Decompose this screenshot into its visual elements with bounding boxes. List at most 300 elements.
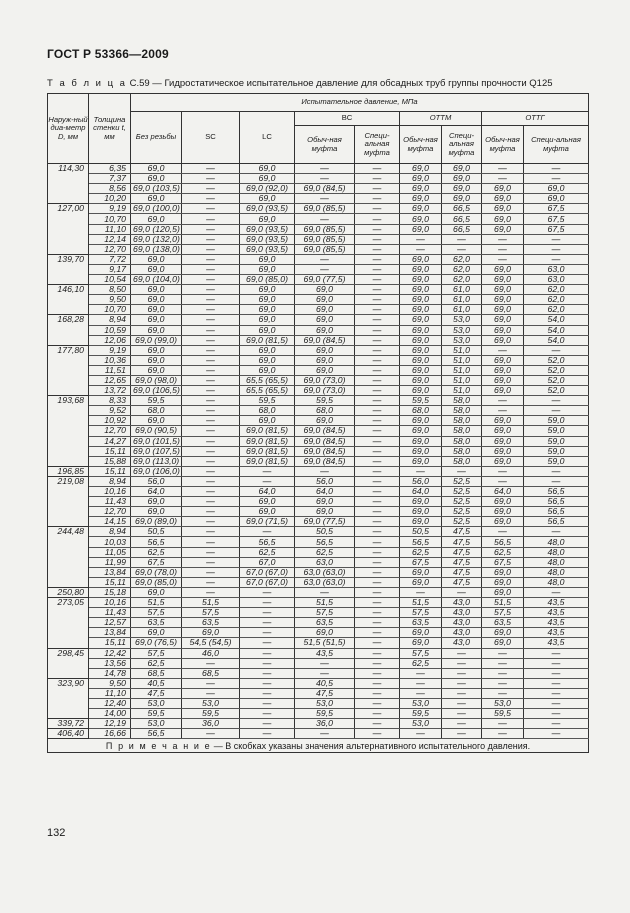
cell-value: — <box>295 264 355 274</box>
table-row <box>48 365 589 375</box>
table-row <box>48 234 589 244</box>
page-number: 132 <box>47 827 66 839</box>
cell-value: — <box>295 214 355 224</box>
cell-value: 52,5 <box>442 507 482 517</box>
cell-value: 69,0 <box>482 638 524 648</box>
cell-value: 48,0 <box>524 537 589 547</box>
table-row <box>48 456 589 466</box>
cell-wall: 10,20 <box>89 194 131 204</box>
cell-value: — <box>182 345 240 355</box>
cell-wall: 13,84 <box>89 567 131 577</box>
cell-value: 69,0 <box>131 295 182 305</box>
cell-value: 69,0 <box>400 315 442 325</box>
cell-value: 69,0 <box>482 224 524 234</box>
cell-value: — <box>442 719 482 729</box>
cell-value: 64,0 <box>240 487 295 497</box>
cell-wall: 12,57 <box>89 618 131 628</box>
cell-value: 56,5 <box>400 537 442 547</box>
cell-value: — <box>355 658 400 668</box>
cell-value: 69,0 <box>400 436 442 446</box>
table-row <box>48 618 589 628</box>
cell-value: 47,5 <box>442 567 482 577</box>
cell-wall: 7,72 <box>89 254 131 264</box>
cell-value: — <box>182 557 240 567</box>
cell-wall: 7,37 <box>89 174 131 184</box>
cell-value: 69,0 <box>295 355 355 365</box>
cell-value: — <box>482 678 524 688</box>
cell-diameter: 339,72 <box>48 719 89 729</box>
cell-value: 63,5 <box>295 618 355 628</box>
cell-value: — <box>400 244 442 254</box>
cell-value: 56,5 <box>482 537 524 547</box>
cell-value: — <box>482 648 524 658</box>
cell-value: 69,0 (92,0) <box>240 184 295 194</box>
cell-value: — <box>355 295 400 305</box>
cell-value: 69,0 <box>482 386 524 396</box>
table-row <box>48 608 589 618</box>
cell-value: 69,0 <box>482 497 524 507</box>
cell-value: — <box>442 729 482 739</box>
cell-value: 69,0 (71,5) <box>240 517 295 527</box>
cell-value: 69,0 (98,0) <box>131 375 182 385</box>
cell-value: 56,0 <box>400 476 442 486</box>
cell-wall: 11,10 <box>89 688 131 698</box>
cell-value: 57,5 <box>295 608 355 618</box>
table-row <box>48 174 589 184</box>
cell-value: 67,0 <box>240 557 295 567</box>
cell-value: — <box>442 658 482 668</box>
cell-wall: 12,06 <box>89 335 131 345</box>
table-row <box>48 325 589 335</box>
cell-value: 69,0 <box>131 214 182 224</box>
table-row <box>48 446 589 456</box>
cell-value: — <box>182 497 240 507</box>
cell-wall: 12,40 <box>89 698 131 708</box>
cell-value: 69,0 <box>240 365 295 375</box>
cell-value: 46,0 <box>182 648 240 658</box>
cell-value: — <box>240 587 295 597</box>
cell-value: 69,0 <box>400 628 442 638</box>
cell-value: — <box>355 345 400 355</box>
cell-value: 69,0 (93,5) <box>240 224 295 234</box>
cell-value: — <box>524 698 589 708</box>
cell-value: 69,0 (93,5) <box>240 234 295 244</box>
cell-value: 69,0 (85,5) <box>295 204 355 214</box>
cell-value: 43,5 <box>524 638 589 648</box>
table-row <box>48 194 589 204</box>
cell-value: — <box>355 164 400 174</box>
cell-value: 52,5 <box>442 476 482 486</box>
cell-wall: 10,03 <box>89 537 131 547</box>
col-header-bc-special: Специ-альная муфта <box>355 126 400 164</box>
cell-value: 69,0 <box>240 325 295 335</box>
cell-value: 69,0 <box>400 567 442 577</box>
cell-value: — <box>355 487 400 497</box>
cell-value: 47,5 <box>442 577 482 587</box>
cell-value: — <box>295 174 355 184</box>
cell-value: 51,0 <box>442 345 482 355</box>
cell-value: 69,0 (84,5) <box>295 456 355 466</box>
cell-wall: 10,59 <box>89 325 131 335</box>
cell-value: 63,0 <box>524 264 589 274</box>
cell-value: — <box>182 224 240 234</box>
cell-value: 69,0 <box>240 164 295 174</box>
table-row <box>48 426 589 436</box>
cell-value: 69,0 (81,5) <box>240 335 295 345</box>
cell-wall: 11,43 <box>89 608 131 618</box>
cell-value: — <box>182 567 240 577</box>
cell-value: — <box>240 628 295 638</box>
cell-value: 69,0 <box>131 355 182 365</box>
col-header-pressure: Испытательное давление, МПа <box>131 94 589 112</box>
cell-value: 51,5 <box>182 598 240 608</box>
cell-value: 51,5 (51,5) <box>295 638 355 648</box>
col-header-lc: LC <box>240 112 295 164</box>
cell-value: — <box>355 688 400 698</box>
cell-value: — <box>182 729 240 739</box>
cell-value: 69,0 (90,5) <box>131 426 182 436</box>
cell-value: 59,0 <box>524 436 589 446</box>
table-note <box>48 739 589 753</box>
cell-value: 53,0 <box>442 315 482 325</box>
table-row <box>48 406 589 416</box>
cell-value: 69,0 (73,0) <box>295 386 355 396</box>
cell-value: — <box>355 375 400 385</box>
cell-value: — <box>182 658 240 668</box>
cell-wall: 14,78 <box>89 668 131 678</box>
cell-diameter: 193,68 <box>48 396 89 467</box>
cell-value: 69,0 <box>131 628 182 638</box>
cell-value: 69,0 (138,0) <box>131 244 182 254</box>
cell-value: 62,0 <box>442 275 482 285</box>
cell-diameter: 146,10 <box>48 285 89 315</box>
cell-value: 69,0 (104,0) <box>131 275 182 285</box>
cell-wall: 15,11 <box>89 577 131 587</box>
cell-value: 69,0 (84,5) <box>295 446 355 456</box>
cell-value: — <box>182 285 240 295</box>
cell-value: 63,0 <box>295 557 355 567</box>
cell-diameter: 114,30 <box>48 164 89 204</box>
cell-wall: 9,52 <box>89 406 131 416</box>
cell-value: 59,5 <box>400 396 442 406</box>
cell-value: 47,5 <box>131 688 182 698</box>
cell-value: — <box>482 406 524 416</box>
cell-value: 53,0 <box>442 335 482 345</box>
cell-wall: 11,51 <box>89 365 131 375</box>
cell-wall: 12,42 <box>89 648 131 658</box>
table-row <box>48 567 589 577</box>
cell-value: — <box>524 668 589 678</box>
cell-value: 51,0 <box>442 386 482 396</box>
table-row <box>48 214 589 224</box>
col-header-ottm: ОТТМ <box>400 112 482 126</box>
cell-value: — <box>182 547 240 557</box>
cell-value: 63,0 <box>524 275 589 285</box>
cell-value: — <box>240 719 295 729</box>
cell-value: 69,0 <box>240 174 295 184</box>
cell-value: — <box>182 184 240 194</box>
cell-value: 56,5 <box>131 729 182 739</box>
cell-value: 53,0 <box>400 698 442 708</box>
col-header-ottm-regular: Обыч-ная муфта <box>400 126 442 164</box>
cell-value: 59,0 <box>524 456 589 466</box>
cell-value: 63,5 <box>131 618 182 628</box>
cell-value: 47,5 <box>442 537 482 547</box>
cell-value: 69,0 <box>482 184 524 194</box>
cell-wall: 10,16 <box>89 487 131 497</box>
cell-diameter: 139,70 <box>48 254 89 284</box>
cell-value: 59,5 <box>131 709 182 719</box>
cell-value: 69,0 <box>240 214 295 224</box>
cell-value: 69,0 <box>131 365 182 375</box>
cell-value: 67,5 <box>482 557 524 567</box>
cell-value: 52,5 <box>442 517 482 527</box>
cell-value: 69,0 <box>295 507 355 517</box>
cell-wall: 8,94 <box>89 476 131 486</box>
cell-value: — <box>355 224 400 234</box>
cell-value: 69,0 (81,5) <box>240 456 295 466</box>
cell-value: 51,0 <box>442 375 482 385</box>
cell-value: 69,0 <box>131 315 182 325</box>
cell-value: 64,0 <box>482 487 524 497</box>
cell-value: 50,5 <box>131 527 182 537</box>
cell-diameter: 323,90 <box>48 678 89 718</box>
cell-value: 69,0 <box>400 638 442 648</box>
table-row <box>48 709 589 719</box>
cell-value: 53,0 <box>182 698 240 708</box>
cell-value: — <box>355 446 400 456</box>
cell-value: 56,5 <box>524 497 589 507</box>
cell-value: 48,0 <box>524 547 589 557</box>
cell-value: 69,0 <box>400 184 442 194</box>
cell-wall: 13,72 <box>89 386 131 396</box>
cell-value: 47,5 <box>442 527 482 537</box>
pressure-table <box>47 93 589 753</box>
cell-value: — <box>482 254 524 264</box>
cell-value: — <box>355 244 400 254</box>
cell-value: 57,5 <box>482 608 524 618</box>
cell-value: 69,0 (85,5) <box>295 224 355 234</box>
cell-value: — <box>182 396 240 406</box>
cell-value: — <box>355 174 400 184</box>
cell-value: 50,5 <box>400 527 442 537</box>
table-row <box>48 355 589 365</box>
cell-value: 52,5 <box>442 497 482 507</box>
cell-value: — <box>240 668 295 678</box>
cell-value: 69,0 <box>295 365 355 375</box>
cell-value: 64,0 <box>295 487 355 497</box>
cell-value: 69,0 <box>295 628 355 638</box>
cell-value: 69,0 <box>400 164 442 174</box>
cell-wall: 13,84 <box>89 628 131 638</box>
cell-value: — <box>182 587 240 597</box>
cell-value: 69,0 <box>442 174 482 184</box>
cell-value: 58,0 <box>442 436 482 446</box>
document-header: ГОСТ Р 53366—2009 <box>47 47 169 61</box>
cell-value: — <box>442 234 482 244</box>
cell-diameter: 219,08 <box>48 476 89 526</box>
cell-value: — <box>524 254 589 264</box>
cell-value: — <box>355 517 400 527</box>
cell-value: 69,0 <box>131 194 182 204</box>
cell-value: — <box>182 466 240 476</box>
cell-value: — <box>442 709 482 719</box>
cell-value: — <box>355 577 400 587</box>
cell-value: — <box>240 729 295 739</box>
cell-wall: 12,70 <box>89 426 131 436</box>
cell-value: 65,5 (65,5) <box>240 375 295 385</box>
cell-value: — <box>524 345 589 355</box>
cell-value: — <box>182 688 240 698</box>
cell-value: 43,0 <box>442 618 482 628</box>
col-header-ottg-regular: Обыч-ная муфта <box>482 126 524 164</box>
col-header-plain: Без резьбы <box>131 112 182 164</box>
cell-value: 69,0 (107,5) <box>131 446 182 456</box>
cell-value: 69,0 <box>400 426 442 436</box>
cell-value: — <box>482 396 524 406</box>
cell-value: — <box>524 396 589 406</box>
caption-label: Т а б л и ц а <box>47 78 127 89</box>
cell-value: 62,0 <box>442 254 482 264</box>
cell-value: — <box>182 305 240 315</box>
table-row <box>48 729 589 739</box>
cell-value: — <box>355 628 400 638</box>
cell-value: 68,0 <box>131 406 182 416</box>
cell-wall: 14,00 <box>89 709 131 719</box>
cell-value: 69,0 <box>131 254 182 264</box>
cell-value: 56,5 <box>295 537 355 547</box>
cell-value: 69,0 <box>400 264 442 274</box>
cell-value: 69,0 (113,0) <box>131 456 182 466</box>
cell-value: 69,0 (84,5) <box>295 426 355 436</box>
cell-value: — <box>524 688 589 698</box>
cell-value: 36,0 <box>182 719 240 729</box>
cell-value: 69,0 <box>400 335 442 345</box>
cell-value: — <box>524 678 589 688</box>
cell-diameter: 168,28 <box>48 315 89 345</box>
cell-value: — <box>182 355 240 365</box>
cell-value: — <box>355 325 400 335</box>
cell-value: 69,0 <box>240 315 295 325</box>
cell-value: 62,5 <box>131 547 182 557</box>
cell-value: — <box>355 648 400 658</box>
cell-value: — <box>355 406 400 416</box>
cell-value: 43,0 <box>442 638 482 648</box>
cell-value: — <box>442 648 482 658</box>
table-row <box>48 204 589 214</box>
cell-value: 68,0 <box>295 406 355 416</box>
cell-value: 69,0 <box>482 264 524 274</box>
table-row <box>48 164 589 174</box>
cell-value: — <box>295 254 355 264</box>
cell-value: 69,0 (81,5) <box>240 446 295 456</box>
cell-value: — <box>355 527 400 537</box>
table-row <box>48 416 589 426</box>
cell-value: 43,0 <box>442 628 482 638</box>
cell-value: 51,0 <box>442 355 482 365</box>
table-row <box>48 436 589 446</box>
cell-value: — <box>182 174 240 184</box>
table-row <box>48 184 589 194</box>
cell-value: 59,5 <box>240 396 295 406</box>
cell-wall: 15,88 <box>89 456 131 466</box>
cell-value: 69,0 <box>131 285 182 295</box>
table-row <box>48 285 589 295</box>
cell-value: 69,0 (81,5) <box>240 436 295 446</box>
cell-value: 36,0 <box>295 719 355 729</box>
cell-value: — <box>240 688 295 698</box>
cell-value: 69,0 (101,5) <box>131 436 182 446</box>
cell-value: 67,0 (67,0) <box>240 567 295 577</box>
cell-wall: 10,16 <box>89 598 131 608</box>
cell-value: 69,0 <box>400 325 442 335</box>
cell-value: 69,0 <box>400 375 442 385</box>
cell-wall: 14,27 <box>89 436 131 446</box>
cell-value: — <box>295 668 355 678</box>
table-row <box>48 507 589 517</box>
cell-value: 59,5 <box>131 396 182 406</box>
col-header-bc-regular: Обыч-ная муфта <box>295 126 355 164</box>
cell-value: 56,5 <box>240 537 295 547</box>
cell-value: 69,0 <box>442 164 482 174</box>
cell-value: 69,0 <box>482 587 524 597</box>
cell-value: — <box>482 688 524 698</box>
cell-wall: 9,50 <box>89 295 131 305</box>
cell-value: 69,0 <box>524 184 589 194</box>
cell-value: 57,5 <box>182 608 240 618</box>
cell-value: 54,5 (54,5) <box>182 638 240 648</box>
cell-value: 69,0 <box>482 335 524 345</box>
cell-value: — <box>400 668 442 678</box>
cell-value: 51,5 <box>482 598 524 608</box>
cell-value: 69,0 <box>442 184 482 194</box>
cell-value: — <box>482 345 524 355</box>
table-row <box>48 345 589 355</box>
cell-value: 69,0 <box>482 204 524 214</box>
cell-value: — <box>182 325 240 335</box>
cell-value: — <box>355 335 400 345</box>
cell-value: 69,0 <box>240 345 295 355</box>
col-header-bc: BC <box>295 112 400 126</box>
table-row <box>48 396 589 406</box>
cell-value: — <box>482 174 524 184</box>
col-header-ottg: ОТТГ <box>482 112 589 126</box>
cell-value: 65,5 (65,5) <box>240 386 295 396</box>
cell-value: 69,0 <box>400 275 442 285</box>
cell-value: — <box>355 729 400 739</box>
cell-value: 53,0 <box>295 698 355 708</box>
cell-value: — <box>442 587 482 597</box>
cell-value: 69,0 <box>482 567 524 577</box>
cell-value: 69,0 <box>295 497 355 507</box>
cell-value: — <box>182 254 240 264</box>
cell-value: — <box>240 678 295 688</box>
cell-value: — <box>524 476 589 486</box>
cell-value: 69,0 <box>400 497 442 507</box>
table-row <box>48 587 589 597</box>
cell-value: — <box>355 386 400 396</box>
cell-value: 59,0 <box>524 426 589 436</box>
cell-value: 40,5 <box>295 678 355 688</box>
cell-diameter: 196,85 <box>48 466 89 476</box>
cell-value: 52,0 <box>524 386 589 396</box>
cell-wall: 14,15 <box>89 517 131 527</box>
cell-value: — <box>182 406 240 416</box>
cell-value: — <box>482 476 524 486</box>
cell-value: — <box>355 608 400 618</box>
cell-value: — <box>355 537 400 547</box>
cell-value: — <box>182 426 240 436</box>
